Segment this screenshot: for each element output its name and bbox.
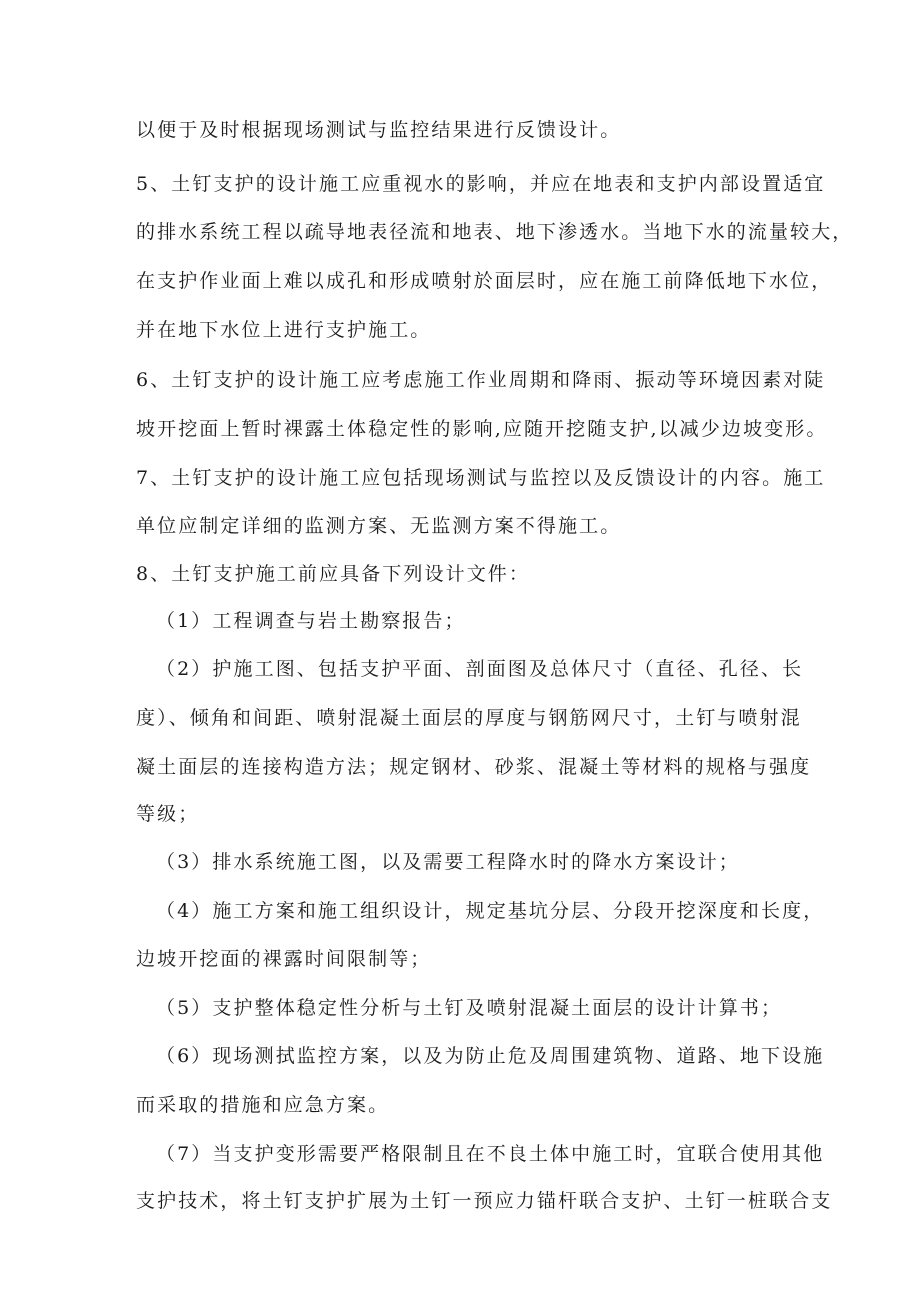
text-line: 8、土钉支护施工前应具备下列设计文件：	[136, 563, 530, 585]
list-item: （6）现场测拭监控方案，以及为防止危及周围建筑物、道路、地下设施	[156, 1045, 825, 1067]
text-line: 5、土钉支护的设计施工应重视水的影响，并应在地表和支护内部设置适宜	[136, 173, 826, 195]
text-line: 而采取的措施和应急方案。	[136, 1094, 390, 1116]
text-line: 支护技术，将土钉支护扩展为土钉一预应力锚杆联合支护、土钉一桩联合支	[136, 1190, 833, 1212]
text-line: 坡开挖面上暂时裸露土体稳定性的影响,应随开挖随支护,以减少边坡变形。	[136, 418, 828, 440]
text-line: 度）、倾角和间距、喷射混凝土面层的厚度与钢筋网尺寸，土钉与喷射混	[136, 707, 802, 729]
list-item: （5）支护整体稳定性分析与土钉及喷射混凝土面层的设计计算书；	[156, 997, 783, 1019]
text-line: 的排水系统工程以疏导地表径流和地表、地下渗透水。当地下水的流量较大，	[136, 221, 854, 243]
text-line: 以便于及时根据现场测试与监控结果进行反馈设计。	[136, 119, 622, 141]
list-item: （4）施工方案和施工组织设计，规定基坑分层、分段开挖深度和长度，	[156, 900, 825, 922]
text-line: 7、土钉支护的设计施工应包括现场测试与监控以及反馈设计的内容。施工	[136, 467, 826, 489]
text-line: 单位应制定详细的监测方案、无监测方案不得施工。	[136, 515, 622, 537]
text-line: 边坡开挖面的裸露时间限制等；	[136, 948, 432, 970]
list-item: （7）当支护变形需要严格限制且在不良土体中施工时，宜联合使用其他	[156, 1143, 825, 1165]
text-line: 凝土面层的连接构造方法；规定钢材、砂浆、混凝土等材料的规格与强度	[136, 756, 812, 778]
text-line: 在支护作业面上难以成孔和形成喷射於面层时，应在施工前降低地下水位，	[136, 270, 833, 292]
list-item: （1）工程调查与岩土勘察报告；	[156, 610, 466, 632]
text-line: 6、土钉支护的设计施工应考虑施工作业周期和降雨、振动等环境因素对陡	[136, 369, 826, 391]
list-item: （3）排水系统施工图，以及需要工程降水时的降水方案设计；	[156, 851, 740, 873]
list-item: （2）护施工图、包括支护平面、剖面图及总体尺寸（直径、孔径、长	[156, 658, 804, 680]
text-line: 等级；	[136, 803, 200, 825]
text-line: 并在地下水位上进行支护施工。	[136, 319, 432, 341]
